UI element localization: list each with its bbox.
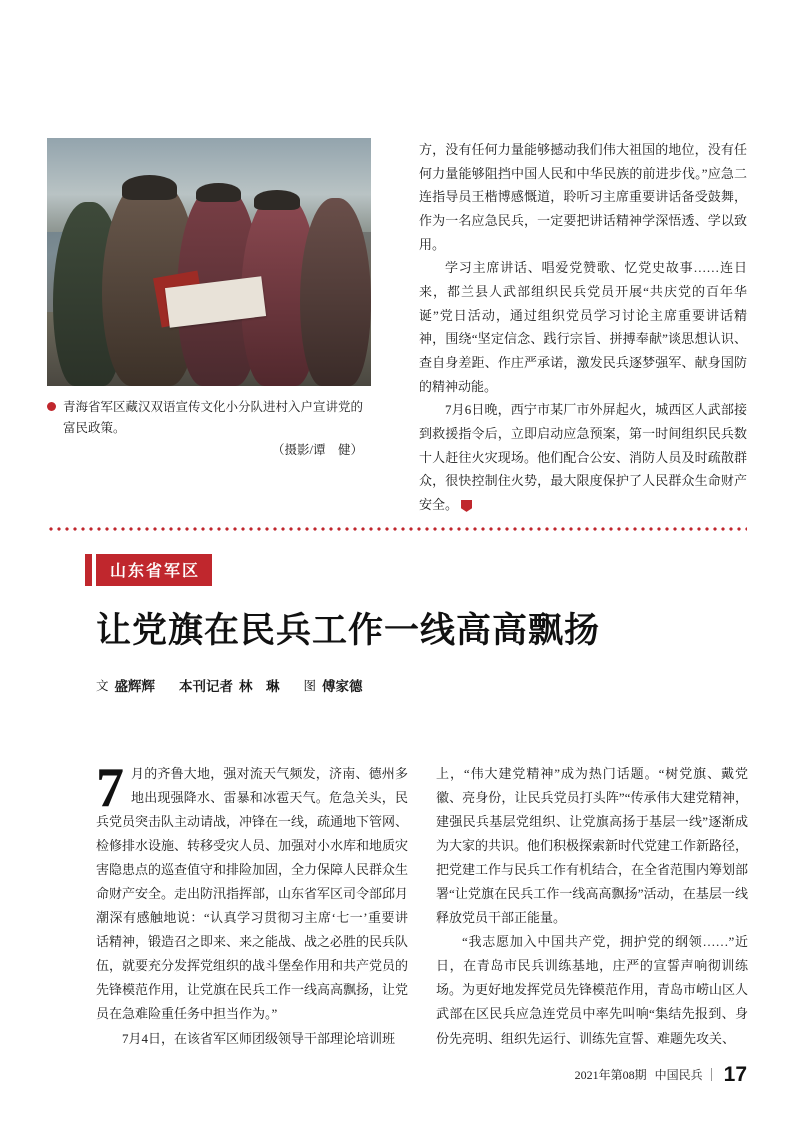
paragraph <box>96 757 409 1027</box>
photo-hat <box>122 175 177 200</box>
byline-author-2: 林 琳 <box>239 679 280 694</box>
paragraph: 上，“伟大建党精神”成为热门话题。“树党旗、戴党徽、亮身份，让民兵党员打头阵”“传承伟大建党精神，建强民兵基层党组织、让党旗高扬于基层一线”逐渐成为大家的共识。他们积极探索新时代党建工作新路径，把党建工作与民兵工作有机结合，在全省范围内筹划部署“让党旗在民兵工作一线高高飘扬”活动，在基层一线释放党员干部正能量。 <box>436 766 749 926</box>
photo-caption-text: 青海省军区藏汉双语宣传文化小分队进村入户宣讲党的富民政策。 <box>63 400 364 435</box>
byline-text-label: 文 <box>96 679 109 693</box>
photo-figure <box>300 198 371 386</box>
paragraph: 7月4日，在该省军区师团级领导干部理论培训班 <box>122 1030 396 1046</box>
section-divider <box>47 527 747 531</box>
paragraph <box>419 398 747 516</box>
byline-photo-label: 图 <box>303 679 317 693</box>
byline-photographer: 傅家德 <box>322 679 363 694</box>
paragraph-text: 7月6日晚，西宁市某厂市外屏起火，城西区人武部接到救援指令后，立即启动应急预案，第一时间组织民兵数十人赶往火灾现场。他们配合公安、消防人员及时疏散群众，很快控制住火势，最大限度保护了人民群众生命财产安全。 <box>419 402 747 512</box>
footer-issue: 2021年第08期 <box>574 1068 647 1082</box>
footer-separator <box>711 1068 712 1081</box>
drop-cap: 7 <box>96 757 124 819</box>
footer-magazine: 中国民兵 <box>654 1068 703 1082</box>
page-footer <box>575 1064 747 1085</box>
body-column-left <box>96 757 409 1052</box>
article-photo <box>47 138 371 386</box>
paragraph-text: 月的齐鲁大地，强对流天气频发，济南、德州多地出现强降水、雷暴和冰雹天气。危急关头，民兵党员突击队主动请战，冲锋在一线，疏通地下管网、检修排水设施、转移受灾人员、加强对小水库和地质灾害隐患点的巡查值守和排险加固，全力保障人民群众生命财产安全。走出防汛指挥部，山东省军区司令部邱月潮深有感触地说：“认真学习贯彻习主席‘七一’重要讲话精神，锻造召之即来、来之能战、战之必胜的民兵队伍，就要充分发挥党组织的战斗堡垒作用和共产党员的先锋模范作用，让党旗在民兵工作一线高高飘扬，让党员在急难险重任务中担当作为。” <box>96 766 409 1022</box>
photo-column <box>47 138 371 461</box>
photo-credit: （摄影/谭 健） <box>272 443 363 458</box>
article-body <box>96 757 749 1052</box>
page-title: 让党旗在民兵工作一线高高飘扬 <box>96 611 601 650</box>
paragraph: 学习主席讲话、唱爱党赞歌、忆党史故事……连日来，都兰县人武部组织民兵党员开展“共庆党的百年华诞”党日活动，通过组织党员学习讨论主席重要讲话精神，围绕“坚定信念、践行宗旨、拼搏奉献”谈思想认识、查自身差距、作庄严承诺，激发民兵逐梦强军、献身国防的精神动能。 <box>419 260 747 394</box>
page-number: 17 <box>723 1063 747 1086</box>
continued-text-column <box>419 138 747 517</box>
byline-author-2-role: 本刊记者 <box>179 679 234 694</box>
photo-caption <box>47 397 371 461</box>
end-mark-icon <box>461 500 472 512</box>
article-header <box>96 554 748 695</box>
photo-hat <box>254 190 299 210</box>
photo-hat <box>196 183 241 203</box>
article-kicker: 山东省军区 <box>96 554 212 586</box>
byline-author-1: 盛辉辉 <box>114 679 156 694</box>
byline <box>96 675 748 695</box>
bullet-icon <box>47 402 56 411</box>
paragraph: “我志愿加入中国共产党，拥护党的纲领……”近日，在青岛市民兵训练基地，庄严的宣誓声响彻训练场。为更好地发挥党员先锋模范作用，青岛市崂山区人武部在区民兵应急连党员中率先叫响“集结先报到、身份先亮明、组织先运行、训练先宣誓、难题先攻关、 <box>436 934 749 1046</box>
paragraph: 方，没有任何力量能够撼动我们伟大祖国的地位，没有任何力量能够阻挡中国人民和中华民族的前进步伐。”应急二连指导员王楷博感慨道，聆听习主席重要讲话备受鼓舞，作为一名应急民兵，一定要把讲话精神学深悟透、学以致用。 <box>419 142 747 252</box>
top-section <box>47 138 747 512</box>
body-column-right <box>436 762 748 1052</box>
